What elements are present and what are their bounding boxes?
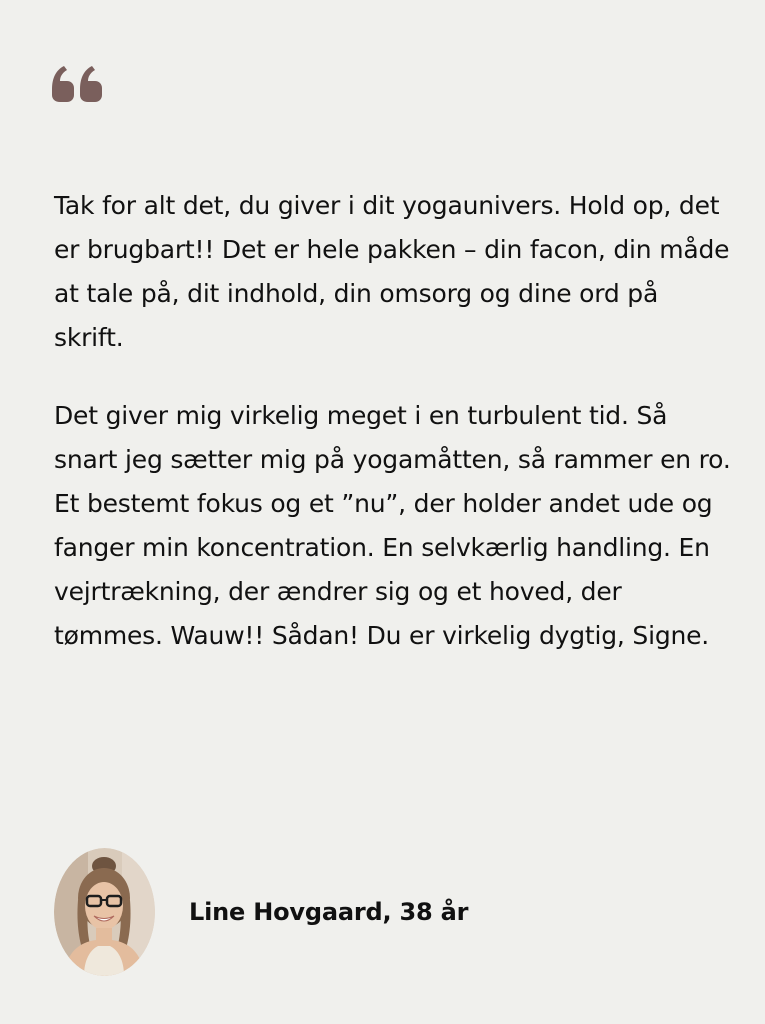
testimonial-quote (54, 184, 734, 692)
author-block (54, 848, 468, 976)
quote-paragraph: Tak for alt det, du giver i dit yogaunivers. Hold op, det er brugbart!! Det er hele pakken – din facon, din måde at tale på, dit indhold, din omsorg og dine ord på skrift. (54, 191, 730, 352)
quote-open-icon (52, 66, 104, 102)
quote-paragraph: Det giver mig virkelig meget i en turbulent tid. Så snart jeg sætter mig på yogamåtten, så rammer en ro. Et bestemt fokus og et ”nu”, der holder andet ude og fanger min koncentration. En selvkærlig handling. En vejrtrækning, der ændrer sig og et hoved, der tømmes. Wauw!! Sådan! Du er virkelig dygtig, Signe. (54, 401, 731, 650)
avatar (54, 848, 155, 976)
author-name: Line Hovgaard, 38 år (189, 898, 469, 926)
